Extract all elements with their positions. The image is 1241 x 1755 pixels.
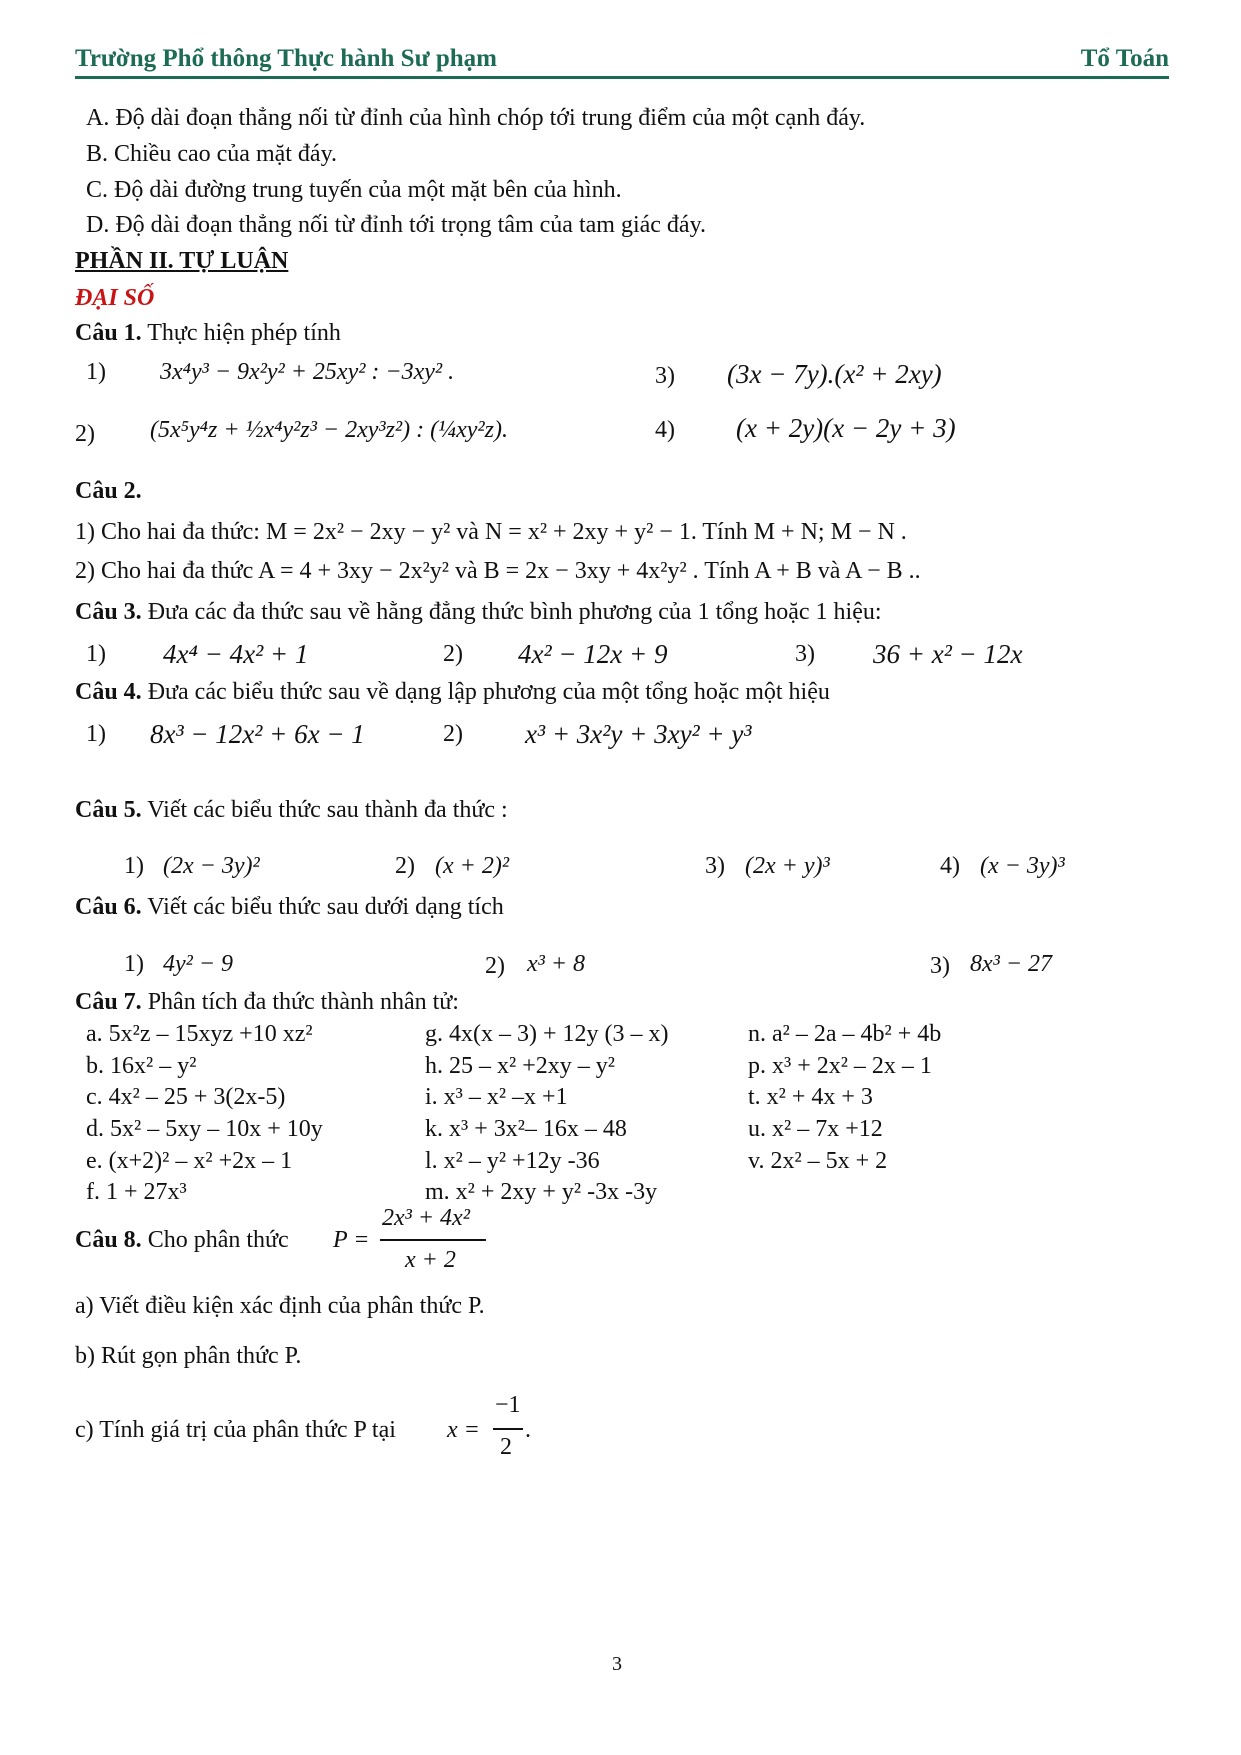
q4-item-1-expr: 8x³ − 12x² + 6x − 1: [150, 719, 365, 749]
q8-part-a: a) Viết điều kiện xác định của phân thức P.: [75, 1293, 485, 1319]
q8-c-lhs: x =: [447, 1417, 480, 1443]
q5-item-2-num: 2): [395, 853, 415, 879]
q3-label: Câu 3.: [75, 599, 142, 625]
q4-label: Câu 4.: [75, 679, 142, 705]
q8-denominator: x + 2: [405, 1247, 456, 1273]
q7-d: d. 5x² – 5xy – 10x + 10y: [86, 1116, 323, 1142]
q7-n: n. a² – 2a – 4b² + 4b: [748, 1021, 942, 1047]
department-name: Tổ Toán: [1080, 45, 1169, 72]
q7-g: g. 4x(x – 3) + 12y (3 – x): [425, 1021, 669, 1047]
subsection-title: ĐẠI SỐ: [75, 285, 155, 311]
q3-item-2-num: 2): [443, 641, 463, 667]
q4-text: Đưa các biểu thức sau về dạng lập phương của một tổng hoặc một hiệu: [141, 679, 830, 705]
q8-part-b: b) Rút gọn phân thức P.: [75, 1343, 302, 1369]
option-c: C. Độ dài đường trung tuyến của một mặt bên của hình.: [86, 177, 622, 203]
q2-line-1: 1) Cho hai đa thức: M = 2x² − 2xy − y² và N = x² + 2xy + y² − 1. Tính M + N; M − N .: [75, 519, 907, 545]
q3-item-3-num: 3): [795, 641, 815, 667]
q7-h: h. 25 – x² +2xy – y²: [425, 1053, 615, 1079]
q5-heading: [75, 796, 508, 825]
q5-item-2-expr: (x + 2)²: [435, 853, 510, 879]
q6-item-1-num: 1): [124, 951, 144, 977]
header-rule: [75, 76, 1169, 79]
q7-i: i. x³ – x² –x +1: [425, 1084, 568, 1110]
q6-item-3-expr: 8x³ − 27: [970, 951, 1053, 977]
q5-item-3-expr: (2x + y)³: [745, 853, 830, 879]
q3-item-2-expr: 4x² − 12x + 9: [518, 639, 668, 669]
q4-item-2-expr: x³ + 3x²y + 3xy² + y³: [525, 719, 752, 749]
q7-p: p. x³ + 2x² – 2x – 1: [748, 1053, 932, 1079]
q6-item-2-expr: x³ + 8: [527, 951, 586, 977]
q1-label: Câu 1.: [75, 320, 142, 346]
q7-v: v. 2x² – 5x + 2: [748, 1148, 888, 1174]
q7-text: Phân tích đa thức thành nhân tử:: [141, 989, 459, 1015]
school-name: Trường Phổ thông Thực hành Sư phạm: [75, 45, 497, 72]
q3-heading: [75, 598, 882, 627]
q2-label: Câu 2.: [75, 478, 142, 504]
q7-label: Câu 7.: [75, 989, 142, 1015]
q7-t: t. x² + 4x + 3: [748, 1084, 873, 1110]
q5-text: Viết các biểu thức sau thành đa thức :: [141, 797, 508, 823]
q6-label: Câu 6.: [75, 894, 142, 920]
section-title: PHẦN II. TỰ LUẬN: [75, 248, 289, 274]
option-a: A. Độ dài đoạn thẳng nối từ đỉnh của hình chóp tới trung điểm của một cạnh đáy.: [86, 105, 866, 131]
q8-heading: [75, 1226, 289, 1255]
q1-heading: [75, 319, 341, 348]
q5-label: Câu 5.: [75, 797, 142, 823]
q4-item-1-num: 1): [86, 721, 106, 747]
q5-item-3-num: 3): [705, 853, 725, 879]
q7-b: b. 16x² – y²: [86, 1053, 197, 1079]
option-d: D. Độ dài đoạn thẳng nối từ đỉnh tới trọng tâm của tam giác đáy.: [86, 212, 707, 238]
q8-part-c: c) Tính giá trị của phân thức P tại: [75, 1417, 396, 1443]
q1-item-2-num: 2): [75, 421, 95, 447]
q6-item-1-expr: 4y² − 9: [163, 951, 234, 977]
q8-text: Cho phân thức: [141, 1227, 289, 1253]
q5-item-1-expr: (2x − 3y)²: [163, 853, 260, 879]
q8-c-numerator: −1: [495, 1392, 521, 1418]
q7-e: e. (x+2)² – x² +2x – 1: [86, 1148, 293, 1174]
q7-u: u. x² – 7x +12: [748, 1116, 883, 1142]
page-number: 3: [612, 1653, 622, 1675]
q1-item-4-expr: (x + 2y)(x − 2y + 3): [736, 413, 956, 443]
q6-heading: [75, 893, 504, 922]
q8-c-end: .: [525, 1417, 531, 1443]
q1-item-2-expr: (5x⁵y⁴z + ½x⁴y²z³ − 2xy³z²) : (¼xy²z).: [150, 417, 508, 443]
q8-lhs: P =: [333, 1227, 370, 1253]
q7-k: k. x³ + 3x²– 16x – 48: [425, 1116, 627, 1142]
q7-c: c. 4x² – 25 + 3(2x-5): [86, 1084, 286, 1110]
q8-fraction-bar: [380, 1239, 486, 1241]
q7-a: a. 5x²z – 15xyz +10 xz²: [86, 1021, 313, 1047]
q2-line-2: 2) Cho hai đa thức A = 4 + 3xy − 2x²y² và B = 2x − 3xy + 4x²y² . Tính A + B và A − B ..: [75, 558, 921, 584]
q4-item-2-num: 2): [443, 721, 463, 747]
q8-c-denominator: 2: [500, 1434, 512, 1460]
q8-c-fraction-bar: [493, 1428, 523, 1430]
q7-l: l. x² – y² +12y -36: [425, 1148, 600, 1174]
option-b: B. Chiều cao của mặt đáy.: [86, 141, 338, 167]
q1-item-1-expr: 3x⁴y³ − 9x²y² + 25xy² : −3xy² .: [160, 359, 455, 385]
q7-f: f. 1 + 27x³: [86, 1179, 187, 1205]
q8-label: Câu 8.: [75, 1227, 142, 1253]
q6-item-2-num: 2): [485, 953, 505, 979]
q3-item-3-expr: 36 + x² − 12x: [873, 639, 1023, 669]
q7-m: m. x² + 2xy + y² -3x -3y: [425, 1179, 658, 1205]
q1-item-3-expr: (3x − 7y).(x² + 2xy): [727, 359, 942, 389]
q1-text: Thực hiện phép tính: [141, 320, 341, 346]
q1-item-1-num: 1): [86, 359, 106, 385]
q4-heading: [75, 678, 830, 707]
q5-item-4-num: 4): [940, 853, 960, 879]
q1-item-3-num: 3): [655, 363, 675, 389]
q3-item-1-expr: 4x⁴ − 4x² + 1: [163, 639, 309, 669]
q3-text: Đưa các đa thức sau về hằng đẳng thức bình phương của 1 tổng hoặc 1 hiệu:: [141, 599, 882, 625]
q7-heading: [75, 988, 459, 1017]
q6-text: Viết các biểu thức sau dưới dạng tích: [141, 894, 504, 920]
q3-item-1-num: 1): [86, 641, 106, 667]
q8-numerator: 2x³ + 4x²: [382, 1205, 470, 1231]
q5-item-4-expr: (x − 3y)³: [980, 853, 1065, 879]
q1-item-4-num: 4): [655, 417, 675, 443]
q5-item-1-num: 1): [124, 853, 144, 879]
q6-item-3-num: 3): [930, 953, 950, 979]
